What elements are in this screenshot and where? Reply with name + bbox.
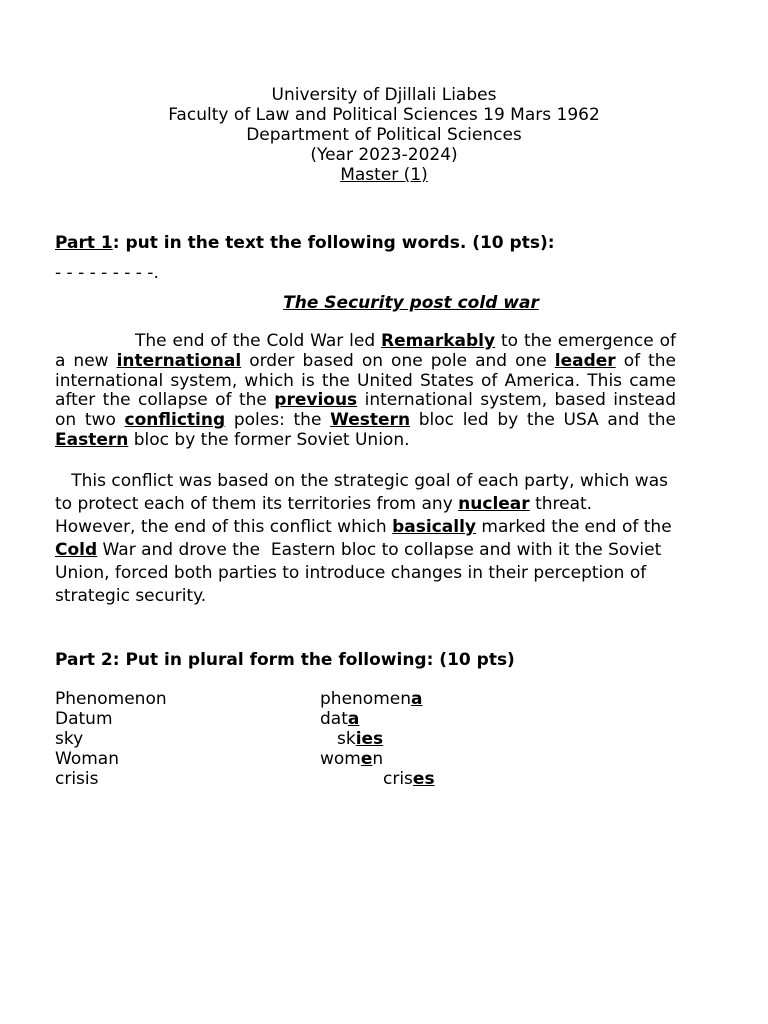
paragraph-text: This conflict was based on the strategic goal of each party, which was to protect each of them its territories from any: [55, 471, 668, 514]
keyword: Western: [330, 410, 411, 431]
singular-word: Datum: [55, 709, 113, 729]
department-name: Department of Political Sciences: [246, 125, 522, 145]
plural-row: [55, 749, 555, 769]
keyword: Cold: [55, 540, 98, 560]
plural-answer: [320, 709, 359, 729]
keyword: Remarkably: [381, 331, 496, 351]
plural-stem: dat: [320, 709, 348, 729]
paragraph-text: marked the end of the: [475, 517, 672, 537]
part2-heading: Part 2: Put in plural form the following: (10 pts): [55, 650, 515, 670]
plural-row: [55, 769, 555, 789]
singular-word: sky: [55, 729, 84, 749]
plural-answer: [383, 769, 435, 789]
plural-list: [55, 689, 555, 789]
keyword: basically: [392, 517, 476, 537]
academic-year: (Year 2023-2024): [310, 145, 458, 165]
paragraph-2: [55, 470, 676, 608]
paragraph-text: bloc by the former Soviet Union.: [128, 429, 410, 450]
paragraph-text: threat. However, the end of this conflict which: [55, 494, 593, 537]
paragraph-text: of the international system, which is the United States of America. This came after the collapse of the: [55, 350, 676, 411]
paragraph-text: poles: the: [225, 410, 331, 431]
plural-row: [55, 689, 555, 709]
faculty-name: Faculty of Law and Political Sciences 19 Mars 1962: [168, 105, 600, 125]
plural-stem: phenomen: [320, 689, 411, 709]
paragraph-text: order based on one pole and one: [241, 350, 555, 371]
plural-answer: [337, 729, 383, 749]
keyword: international: [116, 350, 242, 371]
keyword: leader: [554, 350, 616, 371]
plural-suffix: e: [360, 749, 373, 769]
keyword: previous: [274, 390, 358, 411]
keyword: nuclear: [458, 494, 530, 514]
plural-answer: [320, 689, 422, 709]
paragraph-1: [55, 332, 676, 451]
plural-suffix: ies: [355, 729, 384, 749]
part1-label: Part 1: [55, 233, 113, 253]
singular-word: Woman: [55, 749, 119, 769]
paragraph-text: The end of the Cold War led: [135, 331, 382, 351]
text-title: The Security post cold war: [283, 293, 539, 313]
keyword: Eastern: [55, 429, 129, 450]
plural-tail: n: [372, 749, 384, 769]
paragraph-text: international system, based instead on two: [55, 390, 676, 431]
part1-instruction: : put in the text the following words. (10 pts):: [112, 233, 555, 253]
paragraph-text: bloc led by the USA and the: [410, 410, 676, 431]
part1-dashes: - - - - - - - - -.: [55, 263, 159, 283]
plural-row: [55, 729, 555, 749]
plural-stem: sk: [337, 729, 356, 749]
paragraph-text: War and drove the Eastern bloc to collapse and with it the Soviet Union, forced both parties to introduce changes in their perception of strategic security.: [55, 540, 662, 606]
study-level: Master (1): [340, 165, 428, 185]
university-name: University of Djillali Liabes: [271, 85, 497, 105]
plural-answer: [320, 749, 383, 769]
plural-suffix: a: [347, 709, 360, 729]
plural-suffix: es: [412, 769, 435, 789]
singular-word: Phenomenon: [55, 689, 167, 709]
paragraph-text: to the emergence of a new: [55, 331, 677, 371]
plural-row: [55, 709, 555, 729]
part1-heading: [55, 233, 555, 253]
plural-stem: cris: [383, 769, 413, 789]
document-header: [0, 85, 768, 185]
plural-suffix: a: [411, 689, 423, 709]
singular-word: crisis: [55, 769, 99, 789]
keyword: conflicting: [124, 410, 226, 431]
plural-stem: wom: [320, 749, 361, 769]
